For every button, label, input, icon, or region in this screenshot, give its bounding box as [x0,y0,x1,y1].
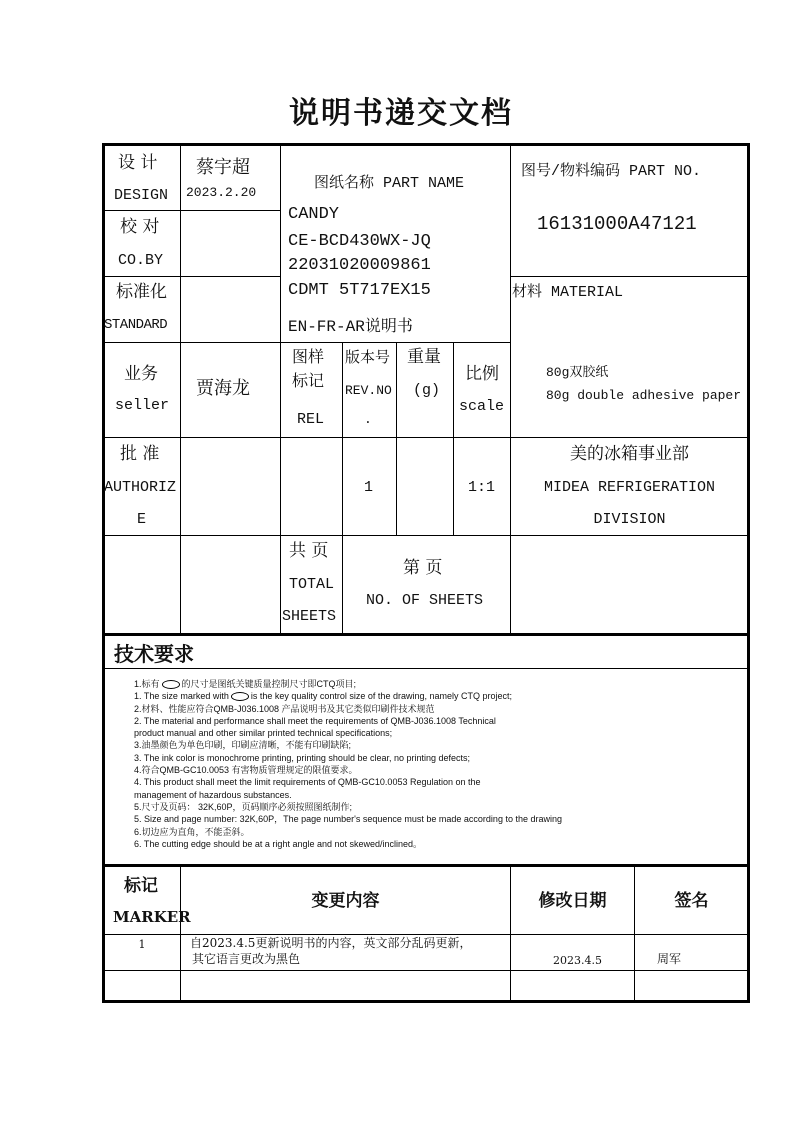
checked-by-label-en: CO.BY [118,252,164,269]
division-en-cont: DIVISION [593,511,666,528]
ctq-oval-icon [162,680,180,689]
material-label: 材料 MATERIAL [512,284,624,301]
req-line: 3.油墨颜色为单色印刷，印刷应清晰，不能有印刷缺陷; [134,740,352,751]
row-marker: 1 [138,938,146,951]
seller-label-cn: 业务 [124,364,158,384]
rev-label-cn: 版本号 [345,348,391,366]
ctq-oval-icon [231,692,249,701]
seller-name: 贾海龙 [196,378,250,399]
design-label-cn: 设 计 [118,153,158,173]
part-name-line: 22031020009861 [288,256,431,275]
req-line: 5. Size and page number: 32K,60P，The page number's sequence must be made according to the drawing [134,814,562,825]
row-content-cont: 其它语言更改为黑色 [192,952,301,966]
approve-label-cn: 批 准 [120,444,160,464]
standard-label-en: STANDARD [104,317,168,333]
content-header: 变更内容 [311,891,380,911]
seller-label-en: seller [115,397,170,414]
req-line: 6. The cutting edge should be at a right angle and not skewed/inclined。 [134,838,423,849]
scale-value: 1:1 [468,479,496,496]
row-sign: 周军 [657,952,682,966]
row-content: 自2023.4.5更新说明书的内容，英文部分乱码更新， [190,936,472,950]
req-line: management of hazardous substances. [134,789,292,800]
checked-by-label-cn: 校 对 [120,217,160,237]
part-name-line: CDMT 5T717EX15 [288,281,431,300]
total-sheets-en: TOTAL [289,576,335,593]
standard-label-cn: 标准化 [116,282,167,302]
approve-label-en: AUTHORIZ [104,479,177,496]
rel-label-cn-2: 标记 [292,371,325,390]
req-line: 3. The ink color is monochrome printing, printing should be clear, no printing defects; [134,752,471,763]
req-line: 5.尺寸及页码： 32K,60P，页码顺序必须按照图纸制作; [134,801,353,812]
approve-label-en-cont: E [137,511,147,528]
rev-label-en-cont: . [364,412,372,427]
division-en: MIDEA REFRIGERATION [543,479,716,496]
design-date: 2023.2.20 [186,185,257,200]
req-line: 6.切边应为直角，不能歪斜。 [134,826,250,837]
rel-label-cn: 图样 [292,347,325,366]
designer-name: 蔡宇超 [196,157,250,178]
marker-header-en: MARKER [113,908,191,926]
part-name-line: CE-BCD430WX-JQ [288,232,431,251]
rev-label-en: REV.NO [345,383,392,398]
document-title: 说明书递交文档 [289,96,513,131]
weight-label-cn: 重量 [407,347,441,367]
tech-req-heading: 技术要求 [114,642,194,666]
tech-req-list [134,678,562,850]
division-cn: 美的冰箱事业部 [570,444,689,464]
sheet-no-cn: 第 页 [403,558,443,578]
req-line: 4.符合QMB-GC10.0053 有害物质管理规定的限值要求。 [134,765,358,776]
date-header: 修改日期 [538,891,607,911]
marker-header-cn: 标记 [124,876,158,896]
req-line: 4. This product shall meet the limit requirements of QMB-GC10.0053 Regulation on the [134,777,481,788]
sheet-no-en: NO. OF SHEETS [366,592,484,609]
total-sheets-en-cont: SHEETS [282,608,337,625]
req-line: 2. The material and performance shall meet the requirements of QMB-J036.1008 Technical [134,715,496,726]
part-no-value: 16131000A47121 [537,213,697,235]
part-no-label: 图号/物料编码 PART NO. [521,163,702,180]
req-line: 1. The size marked with is the key quality control size of the drawing, namely CTQ project; [134,691,512,702]
design-label-en: DESIGN [114,187,169,204]
scale-label-cn: 比例 [465,364,499,384]
part-name-label: 图纸名称 PART NAME [314,175,465,192]
weight-label-en: (g) [413,382,441,399]
part-name-line: CANDY [288,205,340,224]
material-cn: 80g双胶纸 [546,365,609,380]
req-line: 1.标有 的尺寸是图纸关键质量控制尺寸即CTQ项目; [134,679,357,689]
sign-header: 签名 [674,891,709,911]
rev-value: 1 [364,479,374,496]
part-name-line: EN-FR-AR说明书 [288,318,413,336]
material-en: 80g double adhesive paper [546,388,742,403]
req-line: 2.材料、性能应符合QMB-J036.1008 产品说明书及其它类似印刷件技术规范 [134,703,435,714]
total-sheets-cn: 共 页 [289,541,329,561]
row-date: 2023.4.5 [553,954,602,967]
req-line: product manual and other similar printed technical specifications; [134,728,393,739]
rel-label-en: REL [297,411,325,428]
scale-label-en: scale [459,398,505,415]
